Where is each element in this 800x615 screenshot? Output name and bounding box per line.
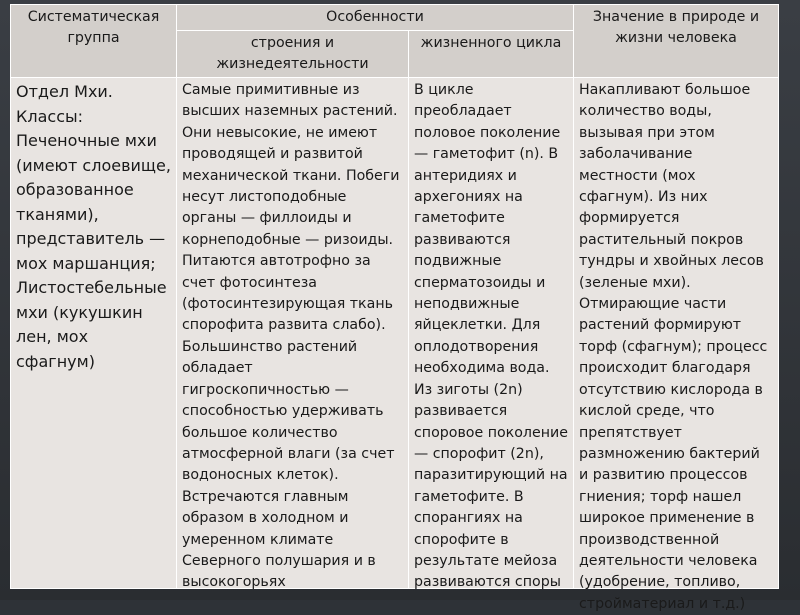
moss-table [10,4,779,612]
cell-structure [177,78,409,589]
table-row [11,78,779,589]
cell-group-text: Отдел Мхи. Классы: Печеночные мхи (имеют слоевище, образованное тканями), представитель — мох маршанция; Листостебельные мхи (кукушкин лен, мох сфагнум) [16,82,171,371]
header-group: Систематическая группа [11,5,177,78]
header-significance: Значение в природе и жизни человека [574,5,779,78]
header-structure: строения и жизнедеятельности [177,31,409,78]
header-lifecycle: жизненного цикла [409,31,574,78]
cell-significance-text: Накапливают большое количество воды, вызывая при этом заболачивание местности (мох сфагнум). Из них формируется растительный покров тундры и хвойных лесов (зеленые мхи). Отмирающие части растений формируют торф (сфагнум); процесс происходит благодаря отсутствию кислорода в кислой среде, что препятствует размножению бактерий и развитию процессов гниения; торф нашел широкое применение в производственной деятельности человека (удобрение, топливо, стройматериал и т.д.) [579,82,768,612]
cell-structure-text: Самые примитивные из высших наземных растений. Они невысокие, не имеют проводящей и развитой механической ткани. Побеги несут листоподобные органы — филлоиды и корнеподобные — ризоиды. Питаются автотрофно за счет фотосинтеза (фотосинтезирующая ткань спорофита развита слабо). Большинство растений обладает гигроскопичностью — способностью удерживать большое количество атмосферной влаги (за счет водоносных клеток). Встречаются главным образом в холодном и умеренном климате Северного полушария и в высокогорьях [182,82,400,591]
cell-significance [574,78,779,612]
header-row-1 [11,5,779,31]
header-features: Особенности [177,5,574,31]
cell-lifecycle-text: В цикле преобладает половое поколение — гаметофит (n). В антеридиях и архегониях на гаметофите развиваются подвижные сперматозоиды и неподвижные яйцеклетки. Для оплодотворения необходима вода. Из зиготы (2n) развивается споровое поколение — спорофит (2n), паразитирующий на гаметофите. В спорангиях на спорофите в результате мейоза развиваются споры [414,82,568,591]
cell-group [11,78,177,589]
cell-lifecycle [409,78,574,589]
